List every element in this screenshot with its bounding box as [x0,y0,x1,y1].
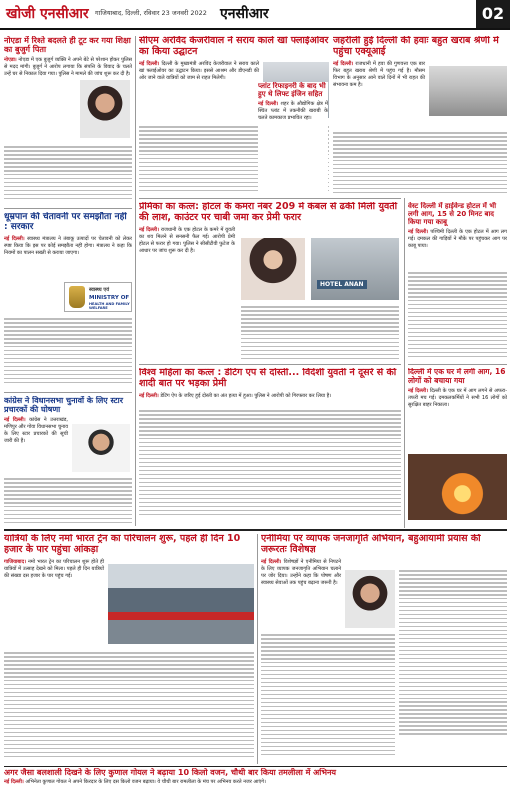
divider-thick [4,529,507,531]
text-filler [139,410,401,518]
story-headline: वेस्ट दिल्ली में हाईवेन्ड होटल में भी लगी आग, 15 से 20 मिनट बाद किया गया काबू [408,202,497,227]
story-text: पश्चिमी दिल्ली के एक होटल में आग लग गई। दमकल की गाड़ियों ने मौके पर पहुंचकर आग पर काबू पाया। [408,229,507,250]
story-text: डेटिंग ऐप के जरिए हुई दोस्ती का अंत हत्या में हुआ। पुलिस ने आरोपी को गिरफ्तार कर लिया है। [160,392,332,399]
story-body [258,101,328,122]
story-text: स्वास्थ्य मंत्रालय ने तंबाकू उत्पादों पर चेतावनी को लेकर स्पष्ट किया कि इस पर कोई समझौता नहीं होगा। मंत्रालय ने कहा कि नियमों का पालन सख्ती से कराया जाएगा। [4,235,132,256]
hotel-photo [311,238,399,300]
text-filler [261,634,395,758]
story-lead: नई दिल्ली। [408,388,429,395]
story-headline: कांग्रेस ने विधानसभा चुनावों के लिए स्टार प्रचारकों की घोषणा [4,396,124,415]
story-body [4,779,507,786]
story-body [408,388,507,409]
story-lead: गाजियाबाद। [4,558,27,565]
text-filler [4,318,132,386]
story-headline: प्रेमिका का कत्ल: होटल के कमरा नंबर 209 में कंबल से ढकी मिली युवती की लाश, काउंटर पर चाबी जमा कर प्रेमी फरार [139,202,398,223]
story-headline: विश्व महिला का कत्ल : डेटिंग एप से दोस्ती... विदेशी युवती ने दूसरे से की शादी बात पर भड़का प्रेमी [139,368,397,389]
story-text: शहर के औद्योगिक क्षेत्र में स्थित प्लांट में तकनीकी खराबी के चलते कामकाज प्रभावित रहा। [258,101,328,122]
story-photo [72,424,130,472]
divider-thick [4,766,507,767]
story-noida-trust [4,36,132,206]
story-lead: नई दिल्ली। [258,101,279,108]
text-filler [4,478,132,526]
story-headline: नोएडा में रिश्ते बदलते ही टूट कर गया शिक्षा का बुजुर्ग पिता [4,36,131,55]
story-congress [4,396,132,528]
hotel-sign: HOTEL ANAN [317,280,367,289]
dateline: गाजियाबाद, दिल्ली, रविवार 23 जनवरी 2022 [95,9,207,17]
story-pollution [333,36,507,196]
logo-text: स्वास्थ्य एवं [89,287,109,293]
story-body [139,393,401,400]
story-lead: नई दिल्ली। [4,417,26,424]
story-body [261,559,341,587]
masthead [0,0,510,30]
story-lead: नई दिल्ली। [261,558,282,565]
story-body [4,417,68,445]
story-fire-deaths [408,368,507,526]
story-text: दिल्ली के मुख्यमंत्री अरविंद केजरीवाल ने सराय काले खां फ्लाईओवर का उद्घाटन किया। इससे आश्रम और डीएनडी की ओर जाने वाले यात्रियों को जाम से राहत मिलेगी। [139,60,259,81]
story-text: नोएडा में एक बुजुर्ग व्यक्ति ने अपने बेटे से परेशान होकर पुलिस से मदद मांगी। बुजुर्ग ने आरोप लगाया कि संपत्ति के विवाद के चलते उन्हें घर से निकाल दिया गया। पुलिस ने मामले की जांच शुरू कर दी है। [4,57,132,78]
divider [139,198,401,199]
story-lead: नोएडा। [4,57,17,64]
story-body [408,229,507,250]
story-headline: धूम्रपान की चेतावनी पर समझौता नहीं : सरकार [4,212,127,233]
story-text: कांग्रेस ने उत्तराखंड, मणिपुर और गोवा विधानसभा चुनाव के लिए स्टार प्रचारकों की सूची जारी की है। [4,417,68,445]
story-body [4,559,104,580]
story-text: दिल्ली के एक घर में आग लगने से अफरा-तफरी मच गई। दमकलकर्मियों ने सभी 16 लोगों को सुरक्षित बाहर निकाला। [408,388,507,409]
story-photo [80,80,130,138]
story-body [4,236,132,257]
page-number: 02 [476,0,510,28]
divider [408,364,507,365]
logo-text: MINISTRY OF [89,295,130,301]
story-text: अभिनेता कुणाल गोयल ने अपने किरदार के लिए दस किलो वजन बढ़ाया। वे चौथी बार रामलीला के मंच पर अभिनय करते नजर आएंगे। [25,779,266,786]
divider [4,208,132,209]
story-lead: नई दिल्ली। [4,779,24,786]
story-lead: नई दिल्ली। [408,229,429,236]
divider [4,392,132,393]
text-filler [408,272,507,360]
text-filler [333,132,507,196]
story-plant [258,82,328,192]
story-hotel-fire [408,202,507,362]
story-lead: नई दिल्ली। [333,60,354,67]
victim-photo [241,238,305,300]
story-headline: यात्रियों के लिए नमो भारत ट्रेन का परिचालन शुरू, पहले ही दिन 10 हजार के पार पहुंचा आंकड़ा [4,534,241,555]
divider [139,364,401,365]
column-divider [135,36,136,526]
story-text: विशेषज्ञों ने एनीमिया से निपटने के लिए व्यापक जनजागृति अभियान चलाने पर जोर दिया। उन्होंने कहा कि पोषण और स्वास्थ्य सेवाओं तक पहुंच बढ़ाना जरूरी है। [261,558,341,586]
logo-text: HEALTH AND FAMILY WELFARE [89,302,130,310]
story-headline: जहरीली हुई दिल्ली की हवाः बहुत खराब श्रेणी में पहुंचा एक्यूआई [333,36,499,57]
expert-photo [345,570,395,628]
story-lead: नई दिल्ली। [139,392,159,399]
story-photo [408,454,507,520]
paper-name: खोजी एनसीआर [6,6,89,22]
story-headline: दिल्ली में एक घर में लगी आग, 16 लोगों को बचाया गया [408,368,506,385]
train-photo [108,564,254,644]
story-lead: नई दिल्ली। [4,235,25,242]
story-anemia [261,534,507,764]
story-photo [429,66,507,116]
story-lead: नई दिल्ली। [139,226,159,233]
text-filler [4,146,132,202]
story-headline: प्लांट रिफाइनरी के बाद भी हुए थे लिफ्ट इंजिन सहित [258,82,326,99]
story-text: राजधानी में हवा की गुणवत्ता एक बार फिर बहुत खराब श्रेणी में पहुंच गई है। मौसम विभाग के अनुसार आने वाले दिनों में भी राहत की संभावना कम है। [333,60,425,88]
story-body [4,57,132,78]
story-dating [139,368,401,526]
story-text: राजधानी के एक होटल के कमरे में युवती का शव मिलने से सनसनी फैल गई। आरोपी प्रेमी होटल से फरार हो गया। पुलिस ने सीसीटीवी फुटेज के आधार पर जांच शुरू कर दी है। [139,226,235,254]
story-text: नमो भारत ट्रेन का परिचालन शुरू होते ही यात्रियों में उत्साह देखने को मिला। पहले ही दिन यात्रियों की संख्या दस हजार के पार पहुंच गई। [4,558,104,579]
story-headline: अगर जैसा बलशाली दिखने के लिए कुणाल गोयल ने बढ़ाया 10 किलो वजन, चौथी बार किया तमलीला में अभिनय [4,768,337,777]
column-divider [404,198,405,528]
story-headline: सीएम अरविंद केजरीवाल ने सराय काले खां फ्लाईओवर का किया उद्घाटन [139,36,329,57]
text-filler [241,306,399,362]
story-body [139,227,235,255]
story-namo-train [4,534,254,764]
story-bottom [4,768,507,798]
emblem-icon [69,286,85,308]
story-body [333,61,425,89]
text-filler [399,570,507,737]
section-title: एनसीआर [220,6,269,22]
text-filler [4,652,254,760]
ministry-logo [64,282,132,312]
story-dhumrapan [4,212,132,390]
story-body [139,61,259,82]
story-lead: नई दिल्ली। [139,60,160,67]
story-hotel [139,202,401,362]
column-divider [257,534,258,764]
story-headline: एनीमिया पर व्यापक जनजागृति अभियान, बहुआयामी प्रयास की जरूरतः विशेषज्ञ [261,534,481,555]
